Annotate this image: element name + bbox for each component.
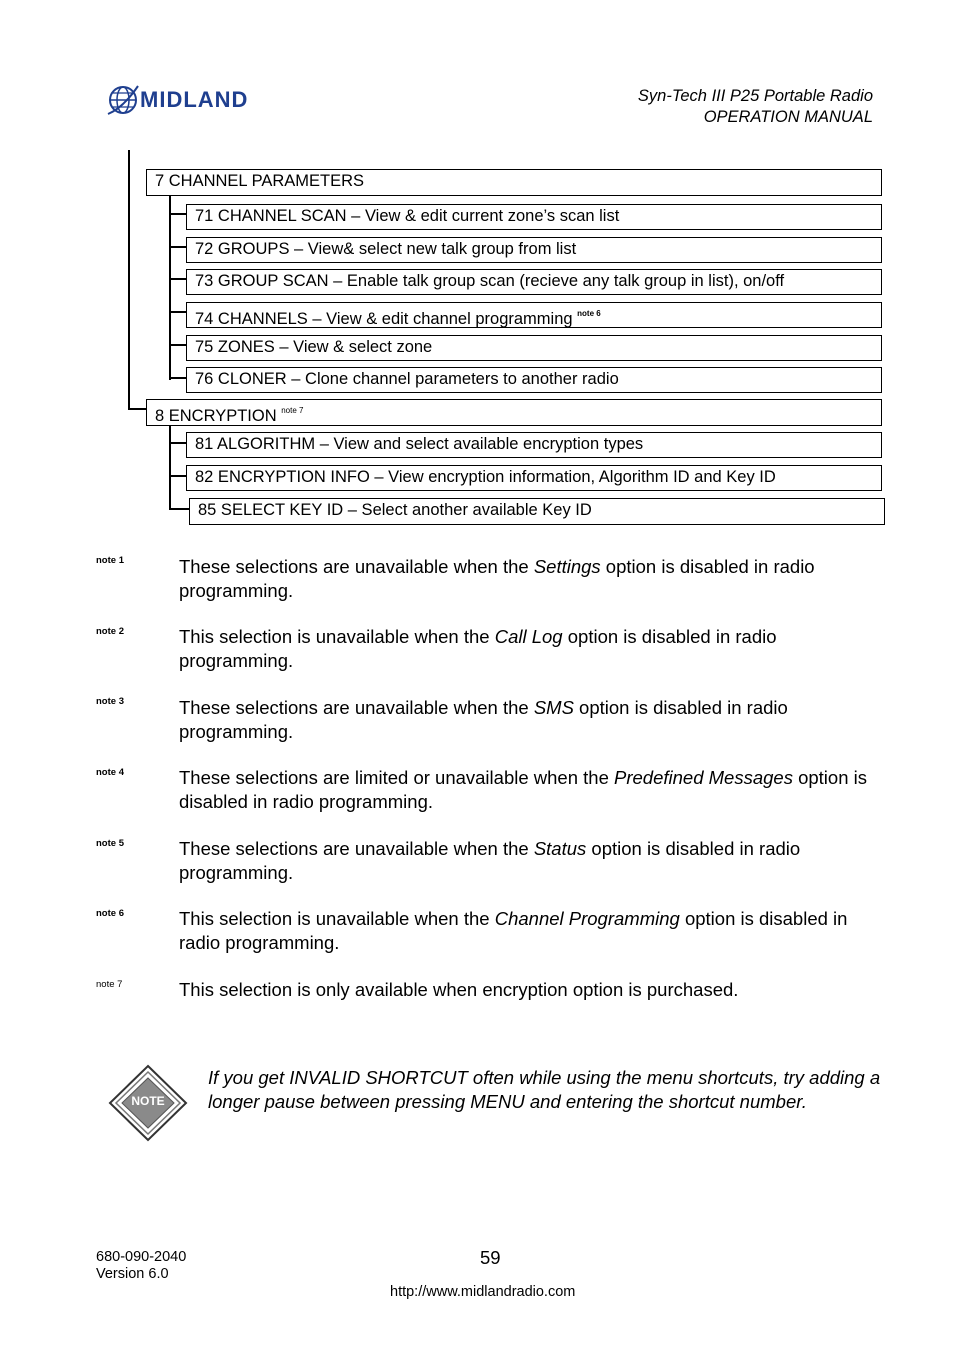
note-text: [179, 837, 889, 885]
note-tag: note 7: [96, 979, 123, 990]
footer-url[interactable]: http://www.midlandradio.com: [390, 1284, 576, 1300]
note-text-part: option is disabled in radio programming.: [179, 767, 867, 812]
menu-item-label: 82 ENCRYPTION INFO – View encryption information, Algorithm ID and Key ID: [195, 468, 776, 486]
note-text: [179, 907, 889, 955]
note-emphasis: SMS: [533, 697, 574, 718]
midland-logo: [106, 78, 302, 122]
note-tag: note 2: [96, 626, 124, 637]
note-text: [179, 766, 889, 814]
menu-group-channel-parameters: 7 CHANNEL PARAMETERS: [146, 169, 882, 196]
group7-connector: [169, 196, 171, 380]
note-text: [179, 696, 889, 744]
note-icon-label: NOTE: [131, 1094, 165, 1108]
branch-81: [169, 442, 186, 444]
note-emphasis: Settings: [533, 556, 601, 577]
logo-text: MIDLAND: [140, 87, 249, 112]
note-emphasis: Channel Programming: [494, 908, 680, 929]
menu-item-74: [186, 302, 882, 328]
version: Version 6.0: [96, 1266, 169, 1282]
branch-73: [169, 278, 186, 280]
page-number: 59: [480, 1247, 501, 1268]
note-text: [179, 555, 889, 603]
menu-item-82: [186, 465, 882, 491]
note-text-part: These selections are limited or unavailable when the: [179, 767, 614, 788]
menu-item-81: [186, 432, 882, 458]
note-text-part: This selection is unavailable when the: [179, 626, 495, 647]
menu-item-label: 74 CHANNELS – View & edit channel programming: [195, 310, 573, 328]
header-manual: OPERATION MANUAL: [703, 108, 873, 126]
note-emphasis: Status: [533, 838, 587, 859]
note-text-part: These selections are unavailable when the: [179, 838, 534, 859]
branch-75: [169, 344, 186, 346]
branch-82: [169, 475, 186, 477]
menu-item-75: [186, 335, 882, 361]
header-product: Syn-Tech III P25 Portable Radio: [637, 87, 873, 105]
menu-item-label: 71 CHANNEL SCAN – View & edit current zone’s scan list: [195, 207, 620, 225]
note-emphasis: Predefined Messages: [614, 767, 793, 788]
note-text-part: This selection is only available when encryption option is purchased.: [179, 979, 739, 1000]
menu-item-label: 76 CLONER – Clone channel parameters to another radio: [195, 370, 619, 388]
note-ref: note 6: [577, 309, 601, 318]
note-tag: note 6: [96, 908, 124, 919]
menu-item-76: [186, 367, 882, 393]
menu-item-label: 72 GROUPS – View& select new talk group from list: [195, 240, 577, 258]
menu-item-85: [189, 498, 885, 525]
menu-item-label: 81 ALGORITHM – View and select available encryption types: [195, 435, 644, 453]
note-tag: note 5: [96, 838, 124, 849]
note-tag: note 4: [96, 767, 124, 778]
note-ref: note 7: [281, 406, 304, 415]
note-callout-text: If you get INVALID SHORTCUT often while using the menu shortcuts, try adding a longer pause between pressing MENU and entering the shortcut number.: [208, 1067, 881, 1112]
note-text-part: This selection is unavailable when the: [179, 908, 495, 929]
branch-76: [169, 377, 186, 379]
branch-85: [169, 508, 189, 510]
note-text: [179, 625, 889, 673]
note-text-part: option is disabled in radio programming.: [179, 838, 801, 883]
menu-item-71: [186, 204, 882, 230]
branch-74: [169, 311, 186, 313]
menu-group-label: 8 ENCRYPTION: [155, 407, 277, 425]
globe-icon: [106, 80, 140, 120]
note-icon: [108, 1064, 188, 1142]
menu-item-label: 73 GROUP SCAN – Enable talk group scan (recieve any talk group in list), on/off: [195, 272, 785, 290]
branch-71: [169, 213, 186, 215]
note-text-part: These selections are unavailable when the: [179, 556, 534, 577]
tree-trunk: [128, 150, 130, 410]
note-text-part: These selections are unavailable when the: [179, 697, 534, 718]
menu-group-encryption: [146, 399, 882, 426]
note-tag: note 3: [96, 696, 124, 707]
note-text: [179, 978, 889, 1002]
doc-number: 680-090-2040: [96, 1249, 187, 1265]
menu-item-73: [186, 269, 882, 295]
group8-connector: [169, 426, 171, 510]
menu-item-72: [186, 237, 882, 263]
branch-72: [169, 246, 186, 248]
note-text-part: option is disabled in radio programming.: [179, 626, 777, 671]
note-text-part: option is disabled in radio programming.: [179, 556, 815, 601]
note-text-part: option is disabled in radio programming.: [179, 697, 788, 742]
note-text-part: option is disabled in radio programming.: [179, 908, 848, 953]
menu-item-label: 85 SELECT KEY ID – Select another available Key ID: [198, 501, 592, 519]
note-tag: note 1: [96, 555, 124, 566]
tree-branch-8: [128, 408, 146, 410]
menu-item-label: 75 ZONES – View & select zone: [195, 338, 433, 356]
note-emphasis: Call Log: [494, 626, 563, 647]
